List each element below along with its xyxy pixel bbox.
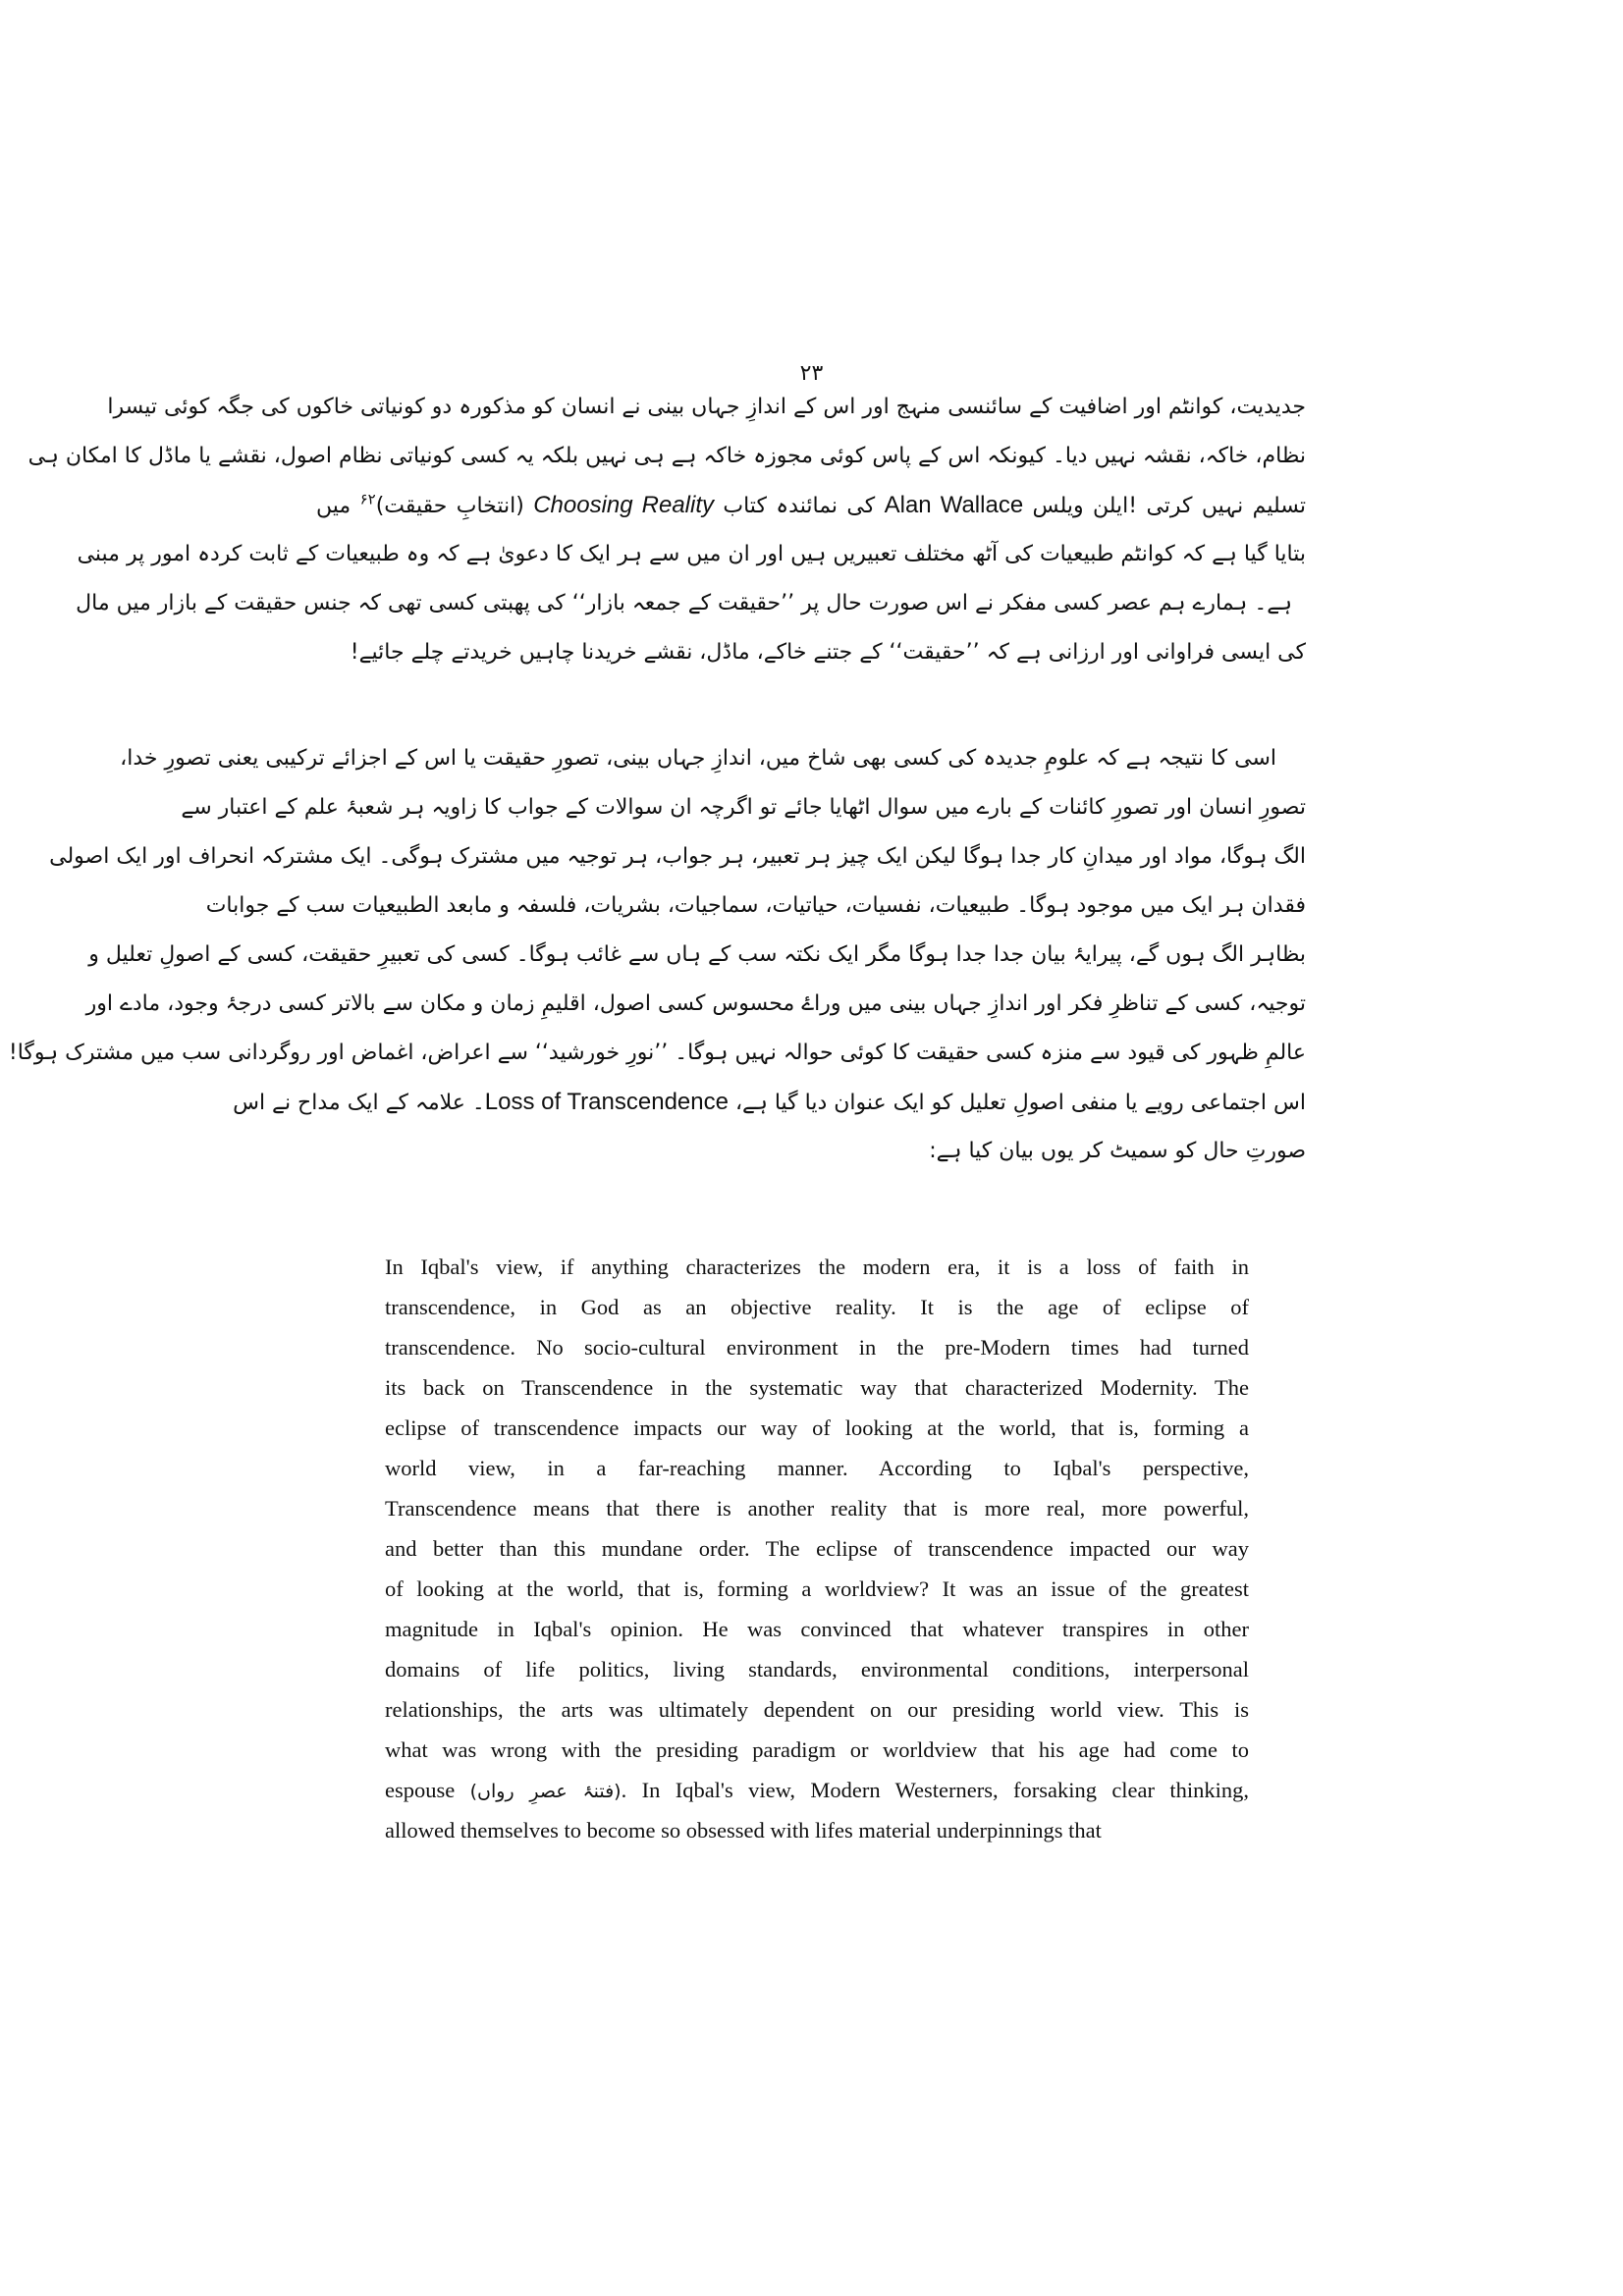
text-span: ۔ علامہ کے ایک مداح نے اس (233, 1091, 485, 1115)
block-quote (385, 1247, 1249, 1850)
text-span: تسلیم نہیں کرتی !ایلن ویلس (1032, 494, 1306, 518)
urdu-phrase: (فتنۂ عصرِ رواں) (469, 1781, 622, 1802)
urdu-paragraph-1 (27, 383, 1306, 677)
quote-line: domains of life politics, living standards, environmental conditions, interpersonal (385, 1657, 1249, 1682)
quote-line: eclipse of transcendence impacts our way of looking at the world, that is, forming a (385, 1415, 1249, 1440)
english-term: Loss of Transcendence (484, 1089, 729, 1115)
text-line (233, 1078, 1306, 1127)
quote-line: allowed themselves to become so obsessed with lifes material underpinnings that (385, 1818, 1102, 1842)
book-title-urdu: (انتخابِ حقیقت) (375, 494, 524, 518)
author-name: Alan Wallace (884, 492, 1024, 518)
text-span: اس اجتماعی رویے یا منفی اصولِ تعلیل کو ایک عنوان دیا گیا ہے، (734, 1091, 1306, 1115)
text-line: بظاہر الگ ہوں گے، پیرایۂ بیان جدا جدا ہوگا مگر ایک نکتہ سب کے ہاں سے غائب ہوگا۔ کسی کی تعبیرِ حقیقت، کسی کے اصولِ تعلیل و (88, 942, 1306, 967)
quote-line (385, 1770, 1249, 1810)
text-line: نظام، خاکہ، نقشہ نہیں دیا۔ کیونکہ اس کے پاس کوئی مجوزہ خاکہ ہے ہی نہیں بلکہ یہ کسی کونیاتی نظام اصول، نقشے یا ماڈل کا امکان ہی (27, 444, 1306, 468)
urdu-paragraph-2 (8, 734, 1306, 1176)
quote-line: Transcendence means that there is another reality that is more real, more powerful, (385, 1496, 1249, 1521)
text-line: کی ایسی فراوانی اور ارزانی ہے کہ ’’حقیقت‘‘ کے جتنے خاکے، ماڈل، نقشے خریدنا چاہیں خریدتے چلے جائیے! (350, 640, 1306, 665)
text-line (316, 481, 1306, 530)
text-span: کی نمائندہ کتاب (723, 494, 876, 518)
quote-line: relationships, the arts was ultimately dependent on our presiding world view. This is (385, 1697, 1249, 1722)
quote-line: world view, in a far-reaching manner. According to Iqbal's perspective, (385, 1456, 1249, 1480)
quote-line: and better than this mundane order. The eclipse of transcendence impacted our way (385, 1536, 1249, 1561)
text-line: صورتِ حال کو سمیٹ کر یوں بیان کیا ہے: (929, 1139, 1306, 1163)
text-span: . In Iqbal's view, Modern Westerners, forsaking clear thinking, (621, 1778, 1250, 1802)
quote-line: what was wrong with the presiding paradigm or worldview that his age had come to (385, 1737, 1249, 1762)
book-title: Choosing Reality (533, 492, 715, 518)
text-line: جدیدیت، کوانٹم اور اضافیت کے سائنسی منہج اور اس کے اندازِ جہاں بینی نے انسان کو مذکورہ دو کونیاتی خاکوں کی جگہ کوئی تیسرا (107, 395, 1306, 419)
text-span: espouse (385, 1778, 456, 1802)
quote-line: magnitude in Iqbal's opinion. He was convinced that whatever transpires in other (385, 1617, 1249, 1641)
text-span: میں (316, 494, 352, 518)
text-line: الگ ہوگا، مواد اور میدانِ کار جدا ہوگا لیکن ایک چیز ہر تعبیر، ہر جواب، ہر توجیہ میں مشترک ہوگی۔ ایک مشترکہ انحراف اور ایک اصولی (49, 844, 1306, 869)
text-line: فقدان ہر ایک میں موجود ہوگا۔ طبیعیات، نفسیات، حیاتیات، سماجیات، بشریات، فلسفہ و مابعد الطبیعیات سب کے جوابات (205, 893, 1306, 918)
quote-line: transcendence. No socio-cultural environment in the pre-Modern times had turned (385, 1335, 1249, 1360)
text-line: عالمِ ظہور کی قیود سے منزہ کسی حقیقت کا کوئی حوالہ نہیں ہوگا۔ ’’نورِ خورشید‘‘ سے اعراض، اغماض اور روگردانی سب میں مشترک ہوگا! (8, 1041, 1306, 1065)
text-line: اسی کا نتیجہ ہے کہ علومِ جدیدہ کی کسی بھی شاخ میں، اندازِ جہاں بینی، تصورِ حقیقت یا اس کے اجزائے ترکیبی یعنی تصورِ خدا، (120, 746, 1276, 771)
quote-line: of looking at the world, that is, forming a worldview? It was an issue of the greatest (385, 1576, 1249, 1601)
text-line: ہے۔ ہمارے ہم عصر کسی مفکر نے اس صورت حال پر ’’حقیقت کے جمعہ بازار‘‘ کی پھبتی کسی تھی کہ جنس حقیقت کے بازار میں مال (76, 591, 1292, 615)
quote-line: transcendence, in God as an objective reality. It is the age of eclipse of (385, 1295, 1249, 1319)
quote-line: In Iqbal's view, if anything characterizes the modern era, it is a loss of faith in (385, 1255, 1249, 1279)
text-line: توجیہ، کسی کے تناظرِ فکر اور اندازِ جہاں بینی میں وراۓ محسوس کسی اصول، اقلیمِ زمان و مکان سے بالاتر کسی درجۂ وجود، مادے اور (85, 991, 1306, 1016)
footnote-marker: ۶۲ (359, 490, 376, 508)
quote-line: its back on Transcendence in the systematic way that characterized Modernity. The (385, 1375, 1249, 1400)
page-number: ۲۳ (799, 361, 824, 386)
text-line: تصورِ انسان اور تصورِ کائنات کے بارے میں سوال اٹھایا جائے تو اگرچہ ان سوالات کے جواب کا زاویہ ہر شعبۂ علم کے اعتبار سے (181, 795, 1306, 820)
text-line: بتایا گیا ہے کہ کوانٹم طبیعیات کی آٹھ مختلف تعبیریں ہیں اور ان میں سے ہر ایک کا دعویٰ ہے کہ وہ طبیعیات کے ثابت کردہ امور پر مبنی (77, 542, 1306, 566)
